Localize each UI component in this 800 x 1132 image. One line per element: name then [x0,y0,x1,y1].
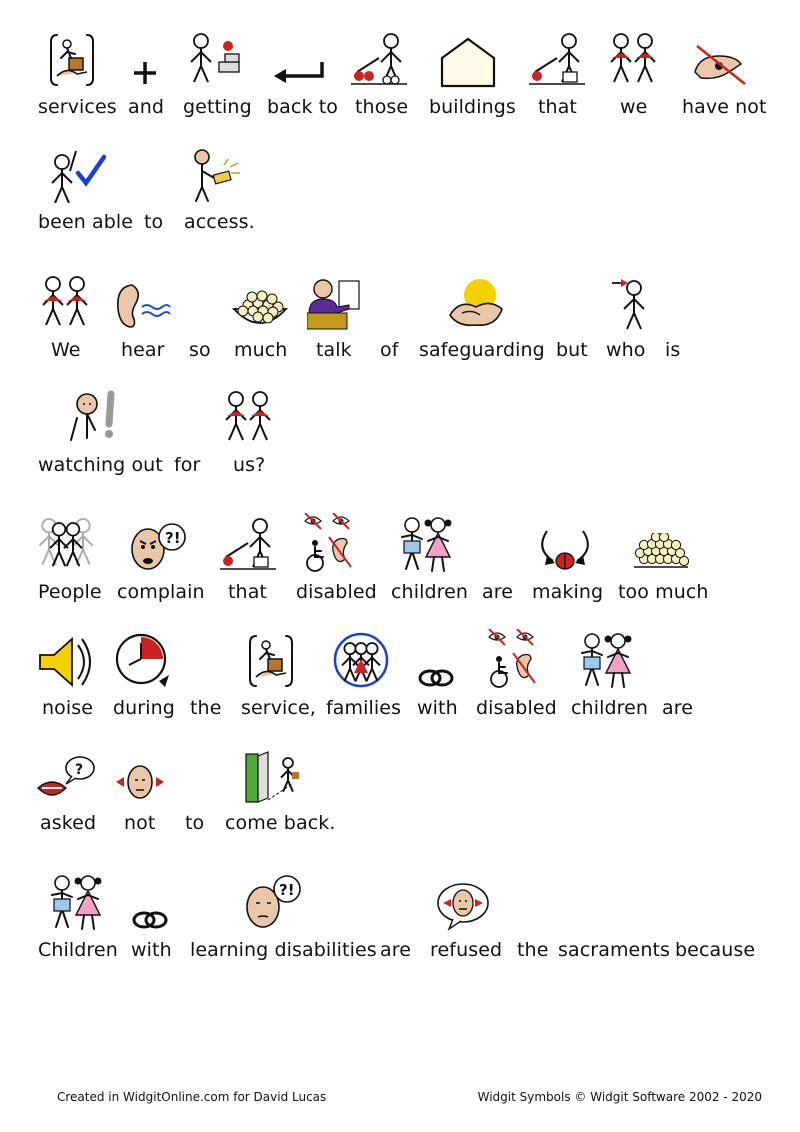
word: during [113,697,175,719]
we-icon [37,275,93,335]
word: us? [233,454,266,476]
those-icon [349,32,409,92]
word: disabled [296,581,377,603]
have-not-icon [689,42,751,92]
clock-icon [113,631,171,693]
word: learning disabilities [190,939,377,961]
word: noise [42,697,94,719]
word: and [128,96,165,118]
we-icon [605,32,661,92]
families-icon [332,631,390,693]
word: are [662,697,694,719]
refused-icon [435,881,491,935]
children-icon [574,631,638,693]
word: that [538,96,577,118]
asked-icon [36,754,96,808]
word: making [532,581,604,603]
disabled-icon [299,513,361,577]
word: back to [267,96,338,118]
word: families [326,697,402,719]
service-icon [47,32,97,92]
return-arrow-icon [270,58,330,92]
with-icon [416,667,456,693]
safeguarding-icon [446,275,508,335]
word: too much [618,581,709,603]
too-much-icon [630,533,692,577]
house-icon [438,36,498,92]
word: are [380,939,412,961]
svg-text:?!: ?! [279,881,295,899]
that-icon [218,517,278,577]
word: have not [682,96,767,118]
complain-icon [126,521,188,577]
word: People [38,581,102,603]
disabled-icon [483,629,545,693]
word: that [228,581,267,603]
word: service, [241,697,316,719]
talk-icon [307,275,361,335]
word: talk [316,339,352,361]
learning-disabilities-icon [241,875,303,935]
word: who [606,339,646,361]
footer-copyright: Widgit Symbols © Widgit Software 2002 - 2020 [477,1090,762,1104]
service-icon [246,633,296,693]
word: We [51,339,81,361]
word: children [391,581,469,603]
word: hear [121,339,165,361]
getting-icon [181,32,243,92]
word: not [124,812,156,834]
access-icon [184,147,246,207]
word: much [234,339,288,361]
us-icon [220,390,276,450]
svg-text:?: ? [75,762,84,778]
come-back-icon [242,748,302,808]
word: are [482,581,514,603]
word: to [185,812,205,834]
word: so [189,339,211,361]
word: complain [117,581,205,603]
word: Children [38,939,118,961]
word: with [417,697,458,719]
with-icon [130,909,170,935]
word: come back. [225,812,336,834]
word: disabled [476,697,557,719]
children-icon [394,515,458,577]
word: sacraments [558,939,671,961]
word: watching out [38,454,163,476]
that-icon [527,32,587,92]
word: buildings [429,96,516,118]
word: we [620,96,648,118]
children-icon [44,873,108,935]
svg-text:?!: ?! [165,529,181,547]
word: is [665,339,681,361]
word: getting [183,96,252,118]
word: those [355,96,409,118]
plus-icon [130,58,160,92]
word: of [380,339,399,361]
watching-out-icon [65,390,125,450]
loudspeaker-icon [36,635,92,693]
word: asked [40,812,97,834]
word: because [675,939,756,961]
much-icon [230,285,290,335]
making-icon [533,525,597,577]
word: the [517,939,549,961]
word: children [571,697,649,719]
word: to [144,211,164,233]
word: the [190,697,222,719]
who-icon [610,275,650,335]
word: but [556,339,588,361]
not-icon [114,760,166,808]
word: refused [430,939,503,961]
word: services [38,96,117,118]
word: been able [38,211,134,233]
able-icon [46,147,110,207]
ear-icon [112,281,172,335]
word: safeguarding [419,339,545,361]
people-icon [37,517,97,577]
footer-credit: Created in WidgitOnline.com for David Lucas [57,1090,327,1104]
word: access. [184,211,255,233]
word: with [131,939,172,961]
word: for [174,454,201,476]
